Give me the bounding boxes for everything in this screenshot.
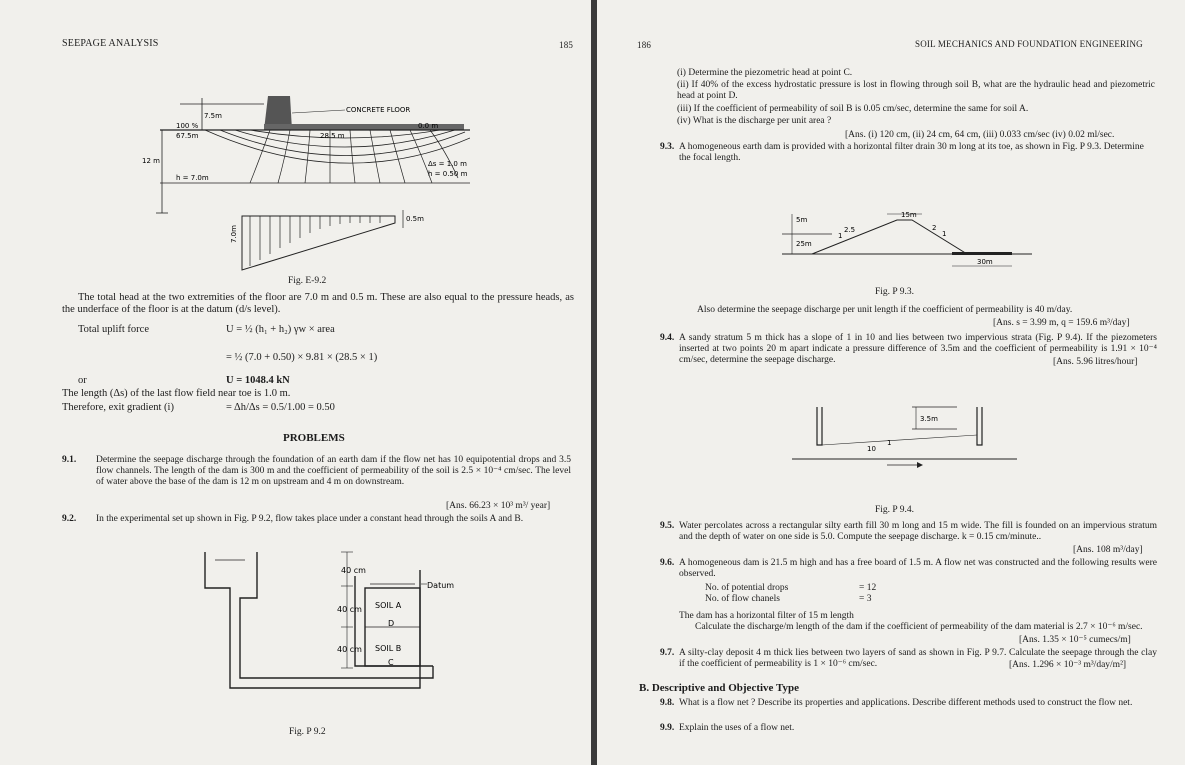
problem-9-1-answer: [Ans. 66.23 × 10³ m³/ year] <box>446 501 551 511</box>
problem-9-4-text: A sandy stratum 5 m thick has a slope of 1 in 10 and lies between two impervious strata (Fig. P 9.4). If the piezometers inserted at two points 20 m apart indicate a pressure difference of 3.5m and the coefficient of permeability is 1.91 × 10⁻⁴ cm/sec, determine the seepage discharge. <box>679 333 1157 365</box>
label-slope-1-left: 1 <box>838 232 843 240</box>
table-value-potential-drops: = 12 <box>859 583 877 593</box>
label-slope-25: 2.5 <box>844 226 856 234</box>
leader-concrete <box>292 110 345 113</box>
left-page <box>0 0 591 765</box>
equation-uplift: U = ½ (h₁ + h₂) γw × area <box>226 324 335 335</box>
figure-p94 <box>792 395 1022 480</box>
label-soil-b: SOIL B <box>375 644 402 653</box>
problem-9-6-filter: The dam has a horizontal filter of 15 m length <box>679 611 854 621</box>
problem-9-8-text: What is a flow net ? Describe its properties and applications. Describe different methods used to construct the flow net. <box>679 698 1133 708</box>
label-40cm-top: 40 cm <box>341 566 366 575</box>
problem-9-9-number: 9.9. <box>660 723 675 733</box>
uplift-pressure-diagram <box>242 210 403 270</box>
problem-9-3-text: A homogeneous earth dam is provided with a horizontal filter drain 30 m long at its toe, as shown in Fig. P 9.3. Determine the focal length. <box>679 142 1144 163</box>
apparatus-outline <box>205 552 433 688</box>
problem-9-4-number: 9.4. <box>660 333 675 343</box>
running-header-right: SOIL MECHANICS AND FOUNDATION ENGINEERING <box>915 39 1143 49</box>
label-slope-2: 2 <box>932 224 937 232</box>
section-b-heading: B. Descriptive and Objective Type <box>639 682 799 694</box>
questions-answer: [Ans. (i) 120 cm, (ii) 24 cm, 64 cm, (iii) 0.033 cm/sec (iv) 0.02 ml/sec. <box>845 130 1115 140</box>
figure-p92 <box>195 548 460 720</box>
problem-9-4-answer: [Ans. 5.96 litres/hour] <box>1053 357 1138 367</box>
caption-fig-p94: Fig. P 9.4. <box>875 505 914 515</box>
label-5m: 5m <box>796 216 808 224</box>
label-exit-gradient: Therefore, exit gradient (i) <box>62 402 174 413</box>
problem-9-2-text: In the experimental set up shown in Fig. P 9.2, flow takes place under a constant head through the soils A and B. <box>96 514 524 524</box>
label-40cm-bottom: 40 cm <box>337 645 362 654</box>
label-d0: 0.0 m <box>418 122 439 130</box>
label-total-uplift: Total uplift force <box>78 324 149 335</box>
figure-e92 <box>140 88 470 278</box>
problem-9-5-answer: [Ans. 108 m³/day] <box>1073 545 1143 555</box>
label-35m: 3.5m <box>920 415 938 423</box>
label-25m: 25m <box>796 240 812 248</box>
problem-9-7-answer: [Ans. 1.296 × 10⁻³ m³/day/m²] <box>1009 660 1127 670</box>
label-ds10: Δs = 1.0 m <box>428 160 467 168</box>
problem-9-3-number: 9.3. <box>660 142 675 152</box>
question-ii: (ii) If 40% of the excess hydrostatic pressure is lost in flowing through soil B, what are the hydraulic head and piezometric head at point D. <box>677 80 1155 101</box>
label-or: or <box>78 375 87 386</box>
table-label-flow-channels: No. of flow chanels <box>705 594 780 604</box>
problem-9-1-number: 9.1. <box>62 455 77 465</box>
problem-9-6-calc: Calculate the discharge/m length of the dam if the coefficient of permeability of the dam material is 2.7 × 10⁻⁶ m/sec. <box>695 622 1143 632</box>
problem-9-6-text: A homogeneous dam is 21.5 m high and has a free board of 1.5 m. A flow net was constructed and the following results were observed. <box>679 558 1157 579</box>
table-value-flow-channels: = 3 <box>859 594 872 604</box>
label-h75: 7.5m <box>204 112 222 120</box>
slope-line <box>822 435 977 445</box>
label-h675: 67.5m <box>176 132 199 140</box>
caption-fig-p93: Fig. P 9.3. <box>875 287 914 297</box>
label-concrete-floor: CONCRETE FLOOR <box>346 106 411 114</box>
label-15m: 15m <box>901 211 917 219</box>
problem-9-8-number: 9.8. <box>660 698 675 708</box>
problem-9-9-text: Explain the uses of a flow net. <box>679 723 795 733</box>
label-slope-1-right: 1 <box>942 230 947 238</box>
caption-fig-e92: Fig. E-9.2 <box>288 276 327 286</box>
question-i: (i) Determine the piezometric head at point C. <box>677 68 853 78</box>
label-datum: Datum <box>427 581 455 590</box>
problems-heading: PROBLEMS <box>283 432 345 444</box>
right-page <box>597 0 1185 765</box>
problem-9-5-number: 9.5. <box>660 521 675 531</box>
label-ten: 10 <box>867 445 876 453</box>
label-h05: h = 0.50 m <box>428 170 468 178</box>
caption-fig-p92: Fig. P 9.2 <box>289 727 326 737</box>
problem-9-5-text: Water percolates across a rectangular silty earth fill 30 m long and 15 m wide. The fill is founded on an impervious stratum and the depth of water on one side is 5.0. Compute the seepage discharge. k = 0.15 cm/minute.. <box>679 521 1157 542</box>
label-u05: 0.5m <box>406 215 424 223</box>
question-iv: (iv) What is the discharge per unit area ? <box>677 116 832 126</box>
problem-9-6-number: 9.6. <box>660 558 675 568</box>
label-40cm-mid: 40 cm <box>337 605 362 614</box>
equation-uplift-result: U = 1048.4 kN <box>226 375 290 386</box>
label-point-d: D <box>388 619 395 628</box>
problem-9-7-number: 9.7. <box>660 648 675 658</box>
problem-9-3-answer: [Ans. s = 3.99 m, q = 159.6 m³/day] <box>993 318 1130 328</box>
label-u70: 7.0m <box>230 225 238 243</box>
problem-9-6-answer: [Ans. 1.35 × 10⁻⁵ cumecs/m] <box>1019 635 1131 645</box>
piezometer-left <box>817 407 822 445</box>
table-label-potential-drops: No. of potential drops <box>705 583 789 593</box>
label-one: 1 <box>887 439 892 447</box>
page-number-185: 185 <box>559 40 574 50</box>
label-h12: 12 m <box>142 157 160 165</box>
piezometer-right <box>977 407 982 445</box>
page-number-186: 186 <box>637 40 652 50</box>
figure-p93 <box>782 208 1042 276</box>
label-soil-a: SOIL A <box>375 601 402 610</box>
problem-9-7-text: A silty-clay deposit 4 m thick lies between two layers of sand as shown in Fig. P 9.7. Calculate the seepage through the clay if the coefficient of permeability is 1 × 10⁻⁶ cm/sec. <box>679 648 1157 669</box>
problem-9-3-extra: Also determine the seepage discharge per unit length if the coefficient of permeability is 40 m/day. <box>697 305 1073 315</box>
question-iii: (iii) If the coefficient of permeability of soil B is 0.05 cm/sec, determine the same for soil A. <box>677 104 1029 114</box>
label-h285: 28.5 m <box>320 132 345 140</box>
text-length-last-flow-field: The length (Δs) of the last flow field near toe is 1.0 m. <box>62 388 291 399</box>
running-header-left: SEEPAGE ANALYSIS <box>62 38 159 49</box>
label-30m: 30m <box>977 258 993 266</box>
equation-exit-gradient: = Δh/Δs = 0.5/1.00 = 0.50 <box>226 402 335 413</box>
equation-uplift-values: = ½ (7.0 + 0.50) × 9.81 × (28.5 × 1) <box>226 352 378 363</box>
flow-arrow-head <box>917 462 923 468</box>
paragraph-total-head: The total head at the two extremities of the floor are 7.0 m and 0.5 m. These are also equal to the pressure heads, as the underface of the floor is at the datum (d/s level). <box>62 292 574 315</box>
label-h70: h = 7.0m <box>176 174 209 182</box>
problem-9-2-number: 9.2. <box>62 514 77 524</box>
problem-9-1-text: Determine the seepage discharge through the foundation of an earth dam if the flow net has 10 equipotential drops and 3.5 flow channels. The length of the dam is 300 m and the coefficient of permeability of the soil is 2.5 × 10⁻⁴ cm/sec. The level of water above the base of the dam is 12 m on upstream and 4 m on downstream. <box>96 455 571 487</box>
filter-drain <box>952 252 1012 255</box>
label-point-c: C <box>388 658 394 667</box>
label-100pct: 100 % <box>176 122 199 130</box>
